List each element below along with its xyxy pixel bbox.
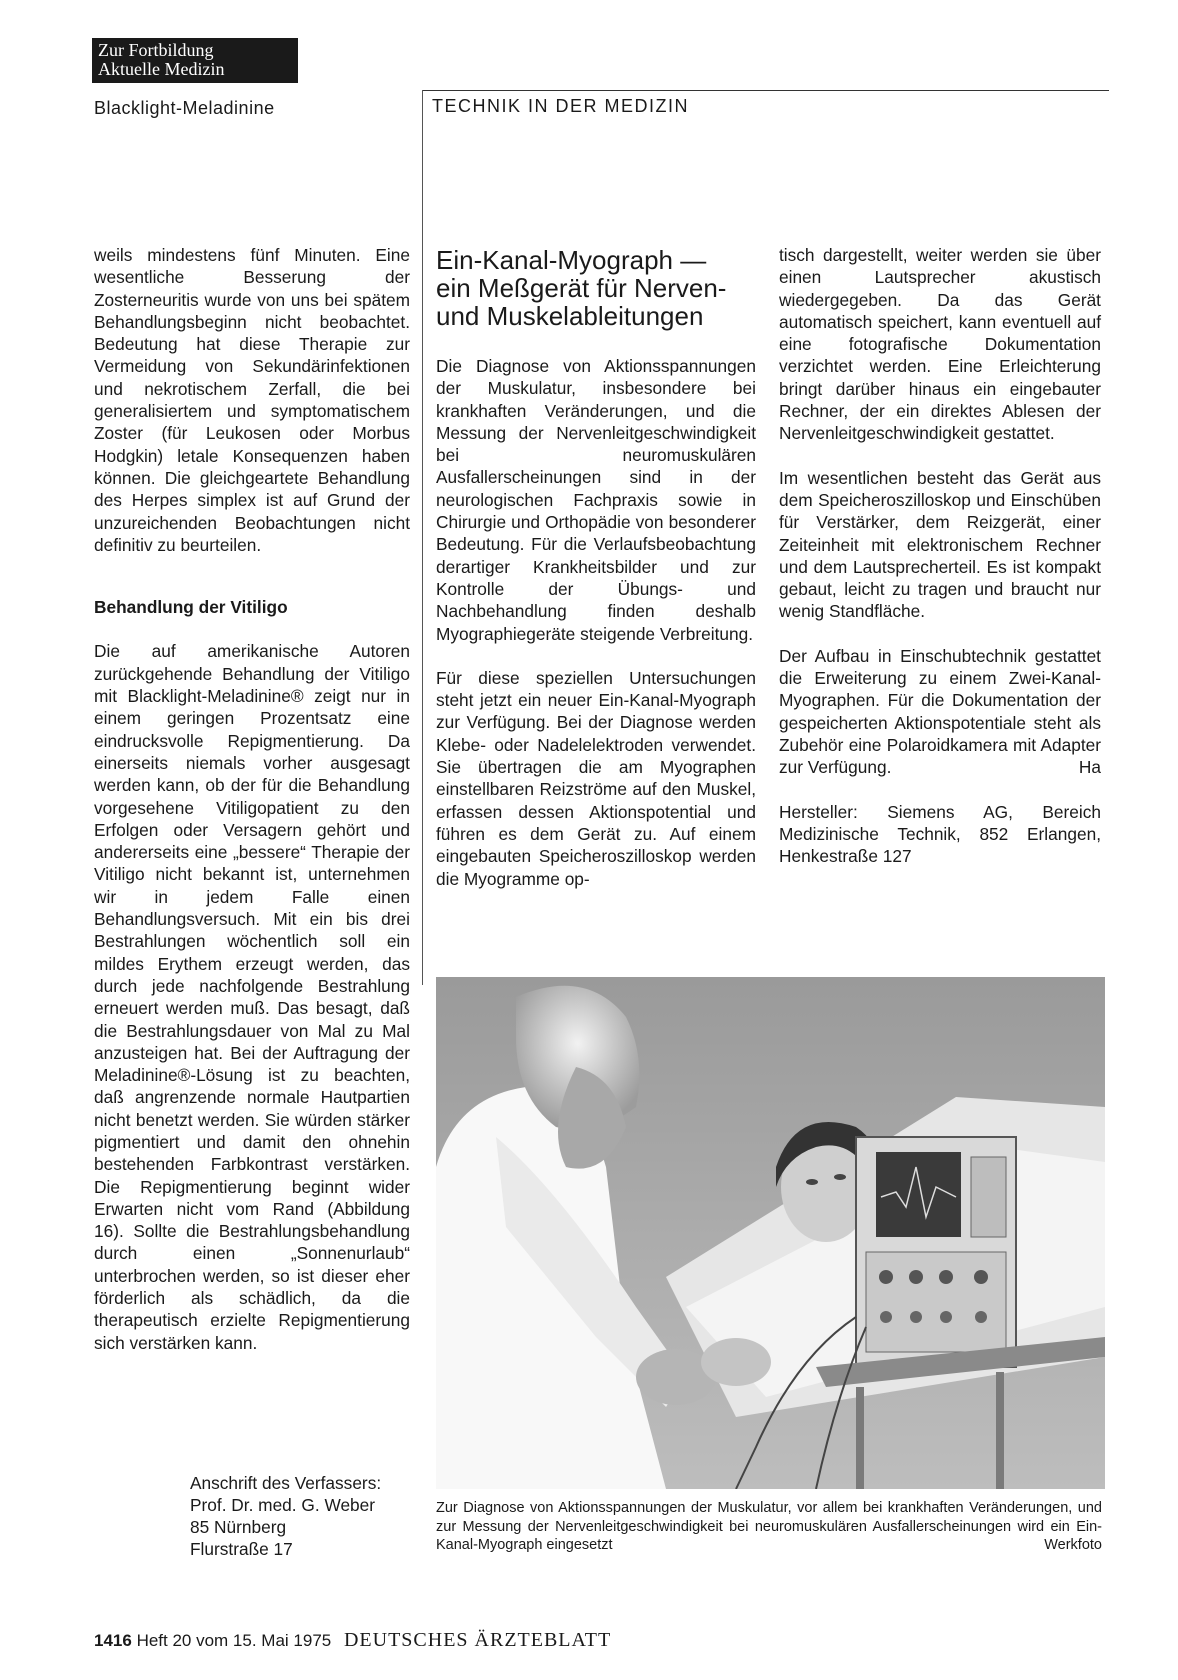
paragraph: Die auf amerikanische Autoren zurückgehende Behandlung der Vitiligo mit Blacklight-Meladinine® zeigt nur in einem geringen Prozentsatz eine eindrucksvolle Repigmentierung. Da einerseits niemals vorher ausgesagt werden kann, ob der für die Behandlung vorgesehene Vitiligopatient zu den Erfolgen oder Versagern gehört und andererseits eine „bessere“ Therapie der Vitiligo nicht bekannt ist, unternehmen wir in jedem Falle einen Behandlungsversuch. Mit ein bis drei Bestrahlungen wöchentlich soll ein mildes Erythem erzeugt werden, das durch jede nachfolgende Bestrahlung erneuert werden muß. Das besagt, daß die Bestrahlungsdauer von Mal zu Mal anzusteigen hat. Bei der Auftragung der Meladinine®-Lösung ist zu beachten, daß angrenzende normale Hautpartien nicht benetzt werden. Sie würden stärker pigmentiert und damit den ohnehin bestehenden Farbkontrast verstärken. Die Repigmentierung beginnt wider Erwarten nicht vom Rand (Abbildung 16). Sollte die Bestrahlungsbehandlung durch einen „Sonnenurlaub“ unterbrochen werden, so ist dieser eher förderlich als schädlich, da die therapeutisch erzielte Repigmentierung sich verstärken kann.: [94, 641, 410, 1353]
journal-name: DEUTSCHES ÄRZTEBLATT: [343, 1629, 612, 1651]
running-header-left: Blacklight-Meladinine: [94, 98, 275, 118]
rubric-line-2: Aktuelle Medizin: [98, 59, 225, 79]
rubric-line-1: Zur Fortbildung: [98, 40, 214, 60]
title-line: ein Meßgerät für Nerven-: [436, 273, 727, 303]
manufacturer-note: Hersteller: Siemens AG, Bereich Medizinische Technik, 852 Erlangen, Henkestraße 127: [779, 801, 1101, 867]
paragraph: tisch dargestellt, weiter werden sie über einen Lautsprecher akustisch wiedergegeben. Da das Gerät automatisch speichert, kann eventuell auf eine fotografische Dokumentation verzichtet werden. Eine Erleichterung bringt darüber hinaus ein eingebauter Rechner, der ein direktes Ablesen der Nervenleitgeschwindigkeit gestattet.: [779, 245, 1101, 444]
header-rule: [422, 90, 1109, 91]
column-right: [779, 244, 1101, 867]
article-title: [436, 246, 766, 330]
column-left: [94, 244, 410, 1354]
address-line: Prof. Dr. med. G. Weber: [190, 1495, 376, 1515]
column-divider: [422, 90, 423, 985]
page-footer: [94, 1629, 611, 1652]
title-line: und Muskelableitungen: [436, 301, 704, 331]
page-number: 1416: [94, 1631, 132, 1650]
running-header-right: TECHNIK IN DER MEDIZIN: [432, 96, 690, 116]
subheading: Behandlung der Vitiligo: [94, 597, 288, 618]
paragraph: Die Diagnose von Aktionsspannungen der Muskulatur, insbesondere bei krankhaften Veränderungen, und die Messung der Nervenleitgeschwindigkeit bei neuromuskulären Ausfallerscheinungen sind in der neurologischen Fachpraxis sowie in Chirurgie und Orthopädie von besonderer Bedeutung. Für die Verlaufsbeobachtung derartiger Krankheitsbilder und zur Kontrolle der Übungs- und Nachbehandlung finden deshalb Myographiegeräte steigende Verbreitung.: [436, 356, 756, 644]
paragraph: Für diese speziellen Untersuchungen steht jetzt ein neuer Ein-Kanal-Myograph zur Verfügung. Bei der Diagnose werden Klebe- oder Nadelelektroden verwendet. Sie übertragen die am Myographen einstellbaren Reizströme auf den Muskel, erfassen dessen Aktionspotential und führen es dem Gerät zu. Auf einem eingebauten Speicheroszilloskop werden die Myogramme op-: [436, 667, 756, 889]
section-rubric: [92, 38, 298, 83]
paragraph: Im wesentlichen besteht das Gerät aus dem Speicheroszilloskop und Einschüben für Verstärker, dem Reizgerät, einer Zeiteinheit mit elektronischem Rechner und dem Lautsprecherteil. Es ist kompakt gebaut, leicht zu tragen und braucht nur wenig Standfläche.: [779, 467, 1101, 622]
caption-text: Zur Diagnose von Aktionsspannungen der Muskulatur, vor allem bei krankhaften Veränderungen, und zur Messung der Nervenleitgeschwindigkeit bei neuromuskulären Ausfallerscheinungen wird ein Ein-Kanal-Myograph eingesetzt: [436, 1500, 1102, 1553]
address-line: 85 Nürnberg: [190, 1517, 287, 1537]
column-middle: [436, 355, 756, 890]
paragraph: weils mindestens fünf Minuten. Eine wesentliche Besserung der Zosterneuritis wurde von uns bei spätem Behandlungsbeginn nicht beobachtet. Bedeutung hat diese Therapie zur Vermeidung von Sekundärinfektionen und nekrotischem Zerfall, die bei generalisiertem und symptomatischem Zoster (für Leukosen oder Morbus Hodgkin) letale Konsequenzen haben können. Die gleichgeartete Behandlung des Herpes simplex ist auf Grund der unzureichenden Beobachtungen nicht definitiv zu beurteilen.: [94, 245, 410, 555]
issue-info: Heft 20 vom 15. Mai 1975: [136, 1631, 332, 1650]
author-address: [190, 1472, 381, 1560]
author-initials: Ha: [1078, 757, 1101, 778]
paragraph: [779, 645, 1101, 779]
title-line: Ein-Kanal-Myograph —: [436, 245, 707, 275]
photo-caption: [436, 1499, 1102, 1555]
address-line: Flurstraße 17: [190, 1539, 293, 1559]
paragraph-text: Der Aufbau in Einschubtechnik gestattet die Erweiterung zu einem Zwei-Kanal-Myographen. Für die Dokumentation der gespeicherten Aktionspotentiale steht als Zubehör eine Polaroidkamera mit Adapter zur Verfügung.: [779, 645, 1101, 778]
article-photo: [436, 977, 1105, 1489]
photo-credit: Werkfoto: [1044, 1537, 1102, 1553]
address-line: Anschrift des Verfassers:: [190, 1473, 382, 1493]
